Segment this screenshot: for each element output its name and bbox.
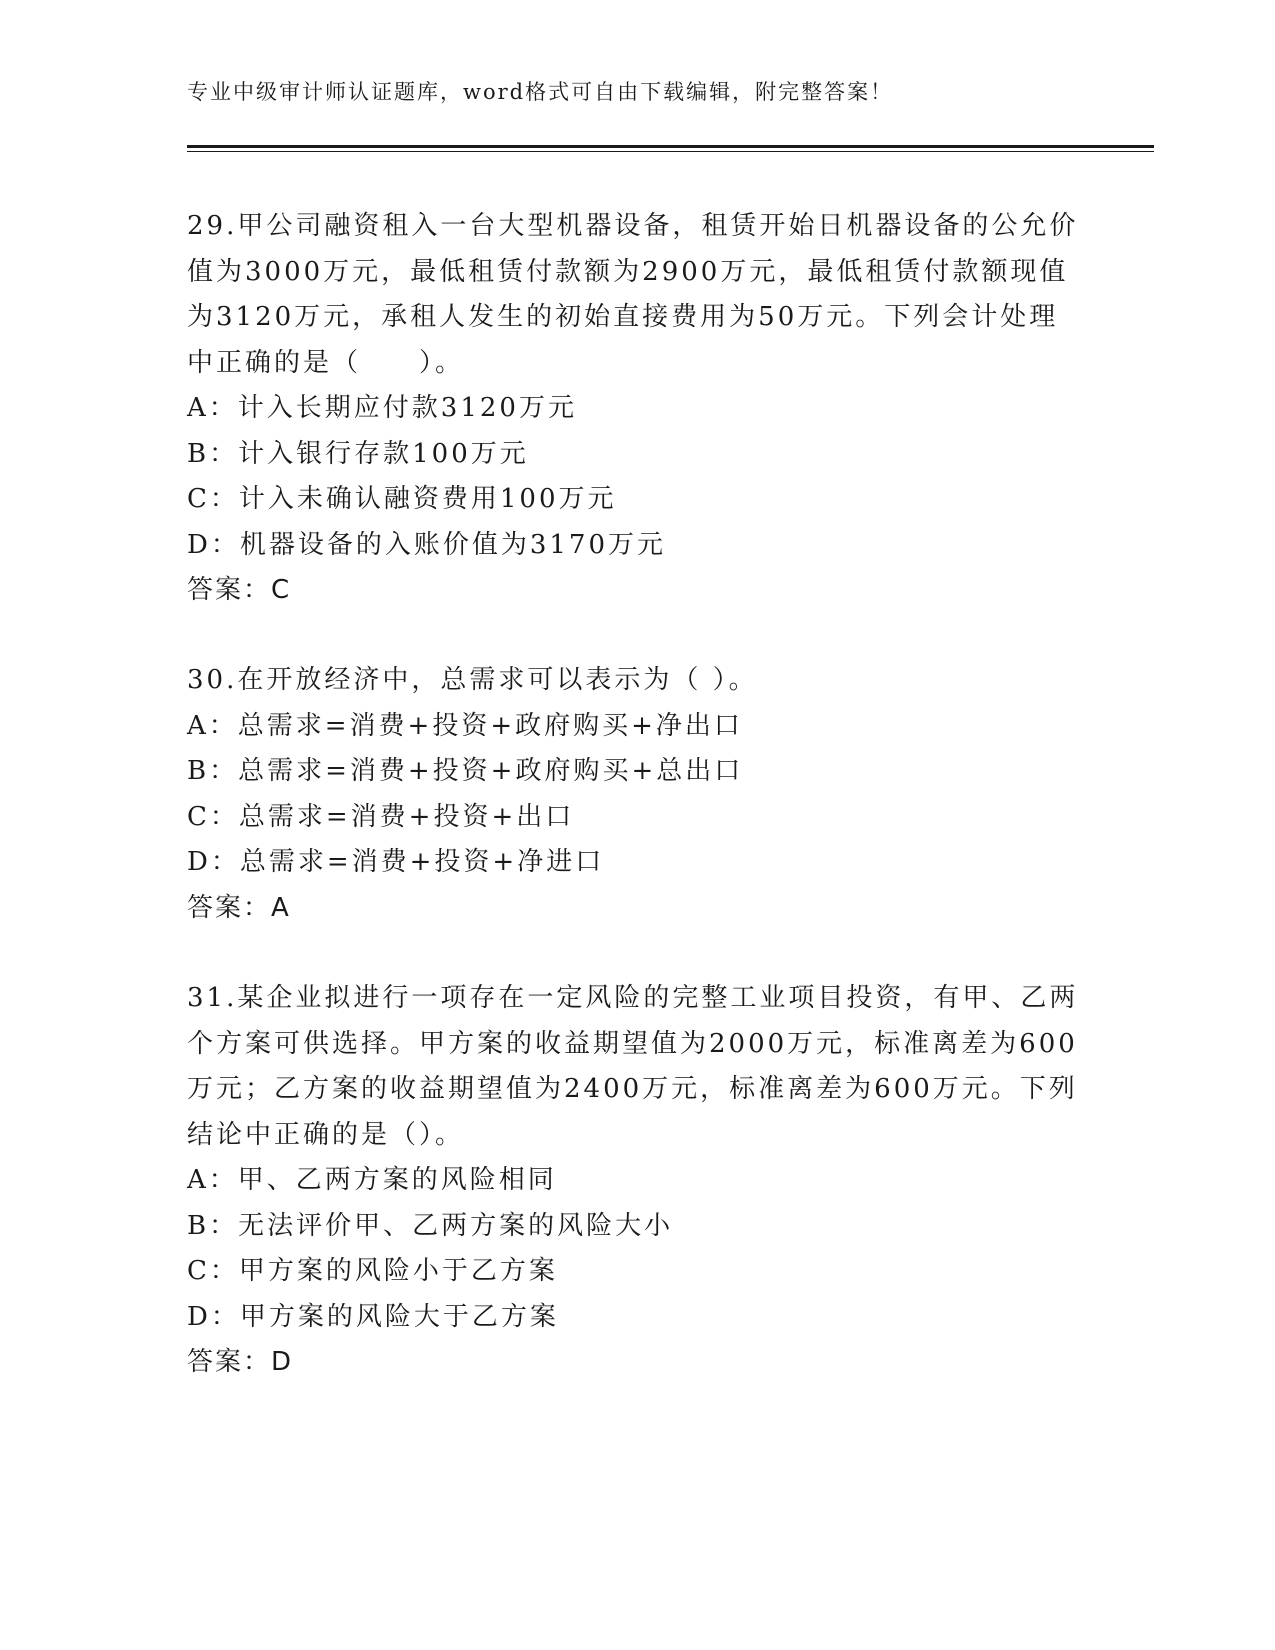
question-29 [187, 204, 1087, 614]
question-text-line: 万元；乙方案的收益期望值为2400万元，标准离差为600万元。下列 [187, 1074, 1078, 1104]
question-text-line: 29.甲公司融资租入一台大型机器设备，租赁开始日机器设备的公允价 [187, 211, 1079, 241]
question-text-line: 为3120万元，承租人发生的初始直接费用为50万元。下列会计处理 [187, 302, 1059, 332]
option-c: C：总需求=消费+投资+出口 [187, 801, 575, 832]
header-rule-thin [187, 151, 1154, 152]
answer: 答案：A [187, 892, 291, 923]
question-30 [187, 658, 1087, 931]
option-b: B：总需求=消费+投资+政府购买+总出口 [187, 756, 744, 786]
question-text-line: 中正确的是（ ）。 [187, 347, 465, 378]
option-c: C：计入未确认融资费用100万元 [187, 484, 617, 514]
option-a: A：甲、乙两方案的风险相同 [187, 1165, 557, 1195]
option-d: D：总需求=消费+投资+净进口 [187, 847, 605, 877]
option-b: B：无法评价甲、乙两方案的风险大小 [187, 1210, 674, 1241]
question-text-line: 30.在开放经济中，总需求可以表示为（ ）。 [187, 665, 758, 695]
option-d: D：机器设备的入账价值为3170万元 [187, 529, 667, 560]
question-text-line: 结论中正确的是（）。 [187, 1119, 465, 1150]
question-31 [187, 976, 1087, 1386]
page-header: 专业中级审计师认证题库，word格式可自由下载编辑，附完整答案！ [187, 80, 894, 104]
option-b: B：计入银行存款100万元 [187, 438, 529, 469]
answer: 答案：C [187, 575, 292, 605]
question-text-line: 31.某企业拟进行一项存在一定风险的完整工业项目投资，有甲、乙两 [187, 983, 1079, 1013]
option-d: D：甲方案的风险大于乙方案 [187, 1301, 559, 1332]
option-a: A：计入长期应付款3120万元 [187, 393, 577, 423]
question-text-line: 值为3000万元，最低租赁付款额为2900万元，最低租赁付款额现值 [187, 256, 1069, 287]
option-c: C：甲方案的风险小于乙方案 [187, 1256, 558, 1286]
option-a: A：总需求=消费+投资+政府购买+净出口 [187, 710, 743, 741]
header-rule-thick [187, 145, 1154, 148]
answer: 答案：D [187, 1347, 294, 1377]
question-text-line: 个方案可供选择。甲方案的收益期望值为2000万元，标准离差为600 [187, 1028, 1078, 1059]
